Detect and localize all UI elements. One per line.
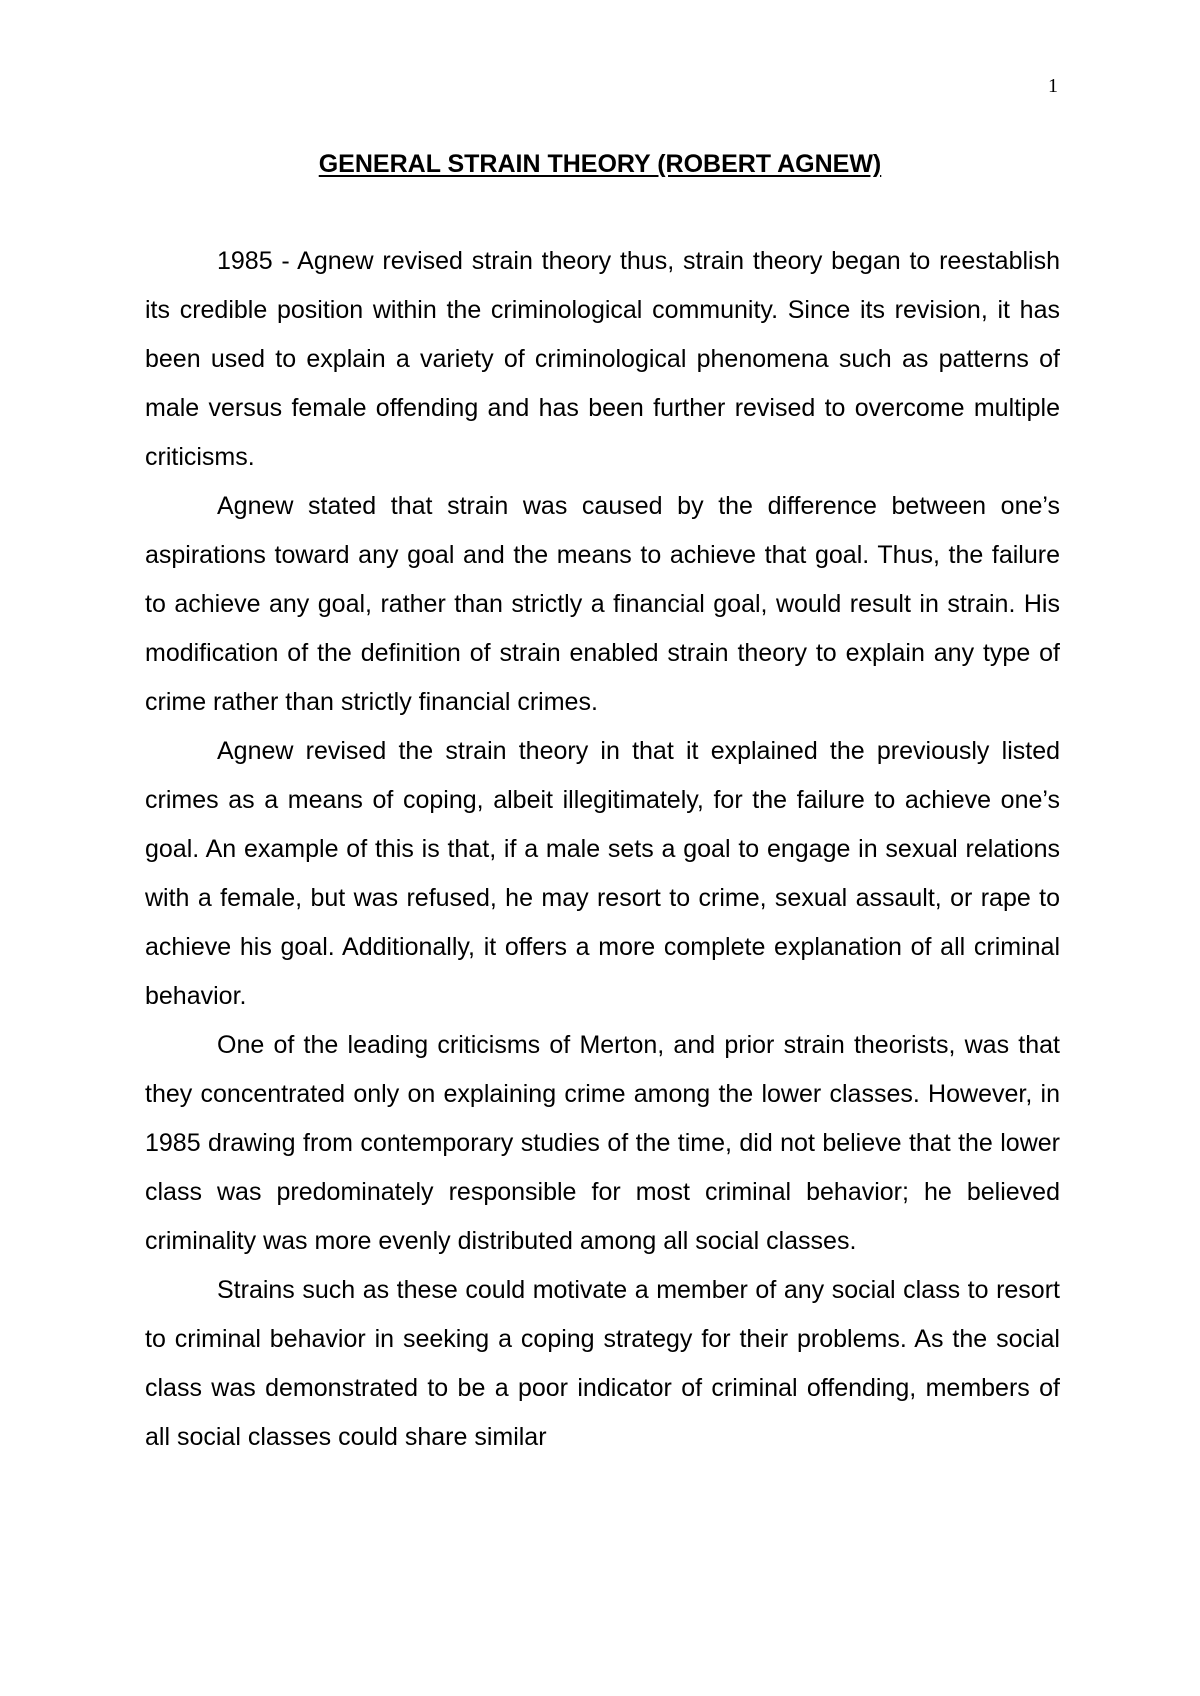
document-body	[145, 237, 1060, 1462]
document-title: GENERAL STRAIN THEORY (ROBERT AGNEW)	[318, 150, 882, 178]
paragraph: Agnew stated that strain was caused by the difference between one’s aspirations toward any goal and the means to achieve that goal. Thus, the failure to achieve any goal, rather than strictly a financial goal, would result in strain. His modification of the definition of strain enabled strain theory to explain any type of crime rather than strictly financial crimes.	[145, 492, 1060, 716]
paragraph: One of the leading criticisms of Merton, and prior strain theorists, was that they concentrated only on explaining crime among the lower classes. However, in 1985 drawing from contemporary studies of the time, did not believe that the lower class was predominately responsible for most criminal behavior; he believed criminality was more evenly distributed among all social classes.	[145, 1031, 1060, 1255]
paragraph: Strains such as these could motivate a member of any social class to resort to criminal behavior in seeking a coping strategy for their problems. As the social class was demonstrated to be a poor indicator of criminal offending, members of all social classes could share similar	[145, 1276, 1060, 1451]
page-number: 1	[1048, 75, 1058, 97]
paragraph: 1985 - Agnew revised strain theory thus, strain theory began to reestablish its credible position within the criminological community. Since its revision, it has been used to explain a variety of criminological phenomena such as patterns of male versus female offending and has been further revised to overcome multiple criticisms.	[145, 247, 1060, 471]
paragraph: Agnew revised the strain theory in that it explained the previously listed crimes as a means of coping, albeit illegitimately, for the failure to achieve one’s goal. An example of this is that, if a male sets a goal to engage in sexual relations with a female, but was refused, he may resort to crime, sexual assault, or rape to achieve his goal. Additionally, it offers a more complete explanation of all criminal behavior.	[145, 737, 1060, 1010]
